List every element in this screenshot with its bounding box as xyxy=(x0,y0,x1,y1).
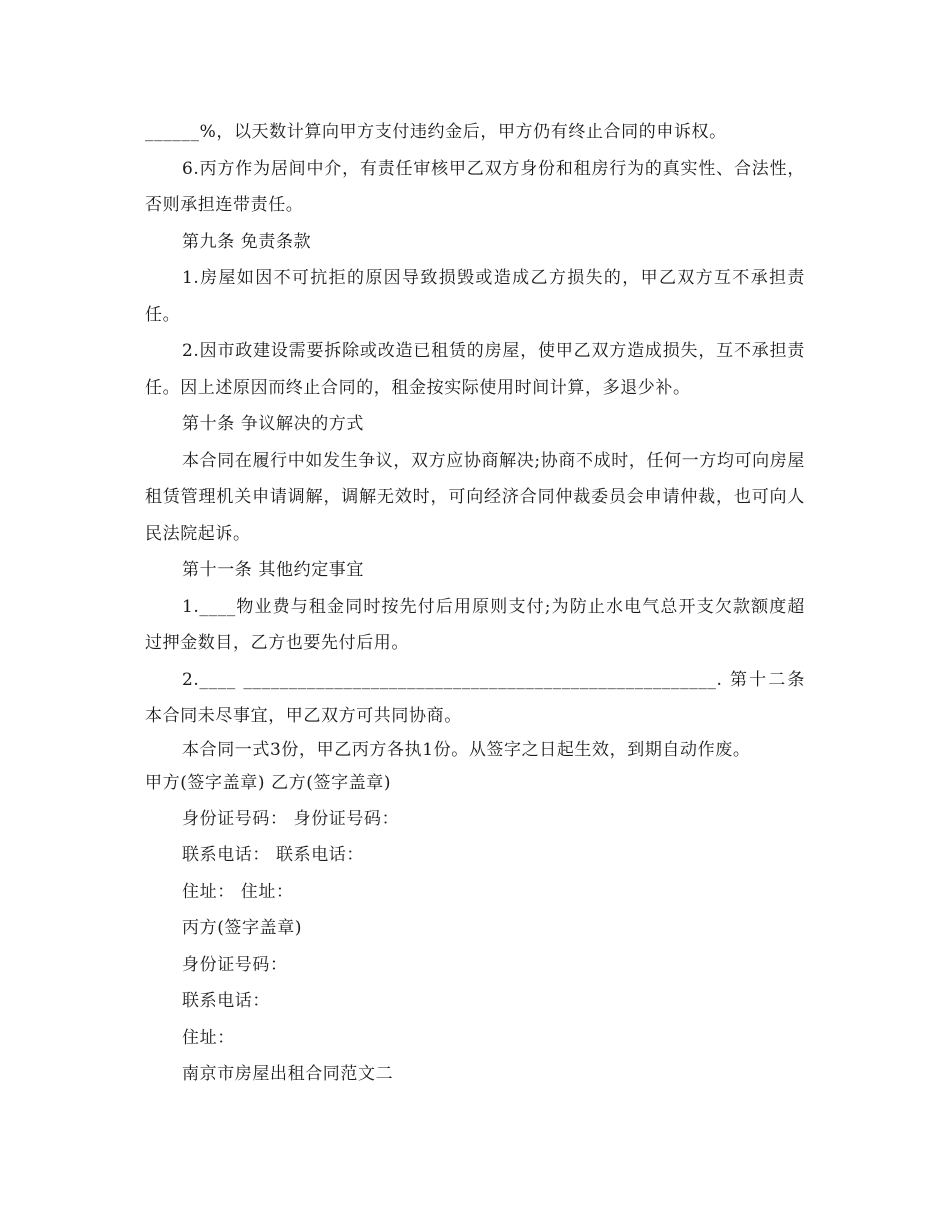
signature-line-phone: 联系电话： 联系电话： xyxy=(182,845,365,865)
paragraph-dispute-resolution: 本合同在履行中如发生争议，双方应协商解决;协商不成时，任何一方均可向房屋租赁管理机关申请调解，调解无效时，可向经济合同仲裁委员会申请仲裁，也可向人民法院起诉。 xyxy=(145,450,805,544)
document-page xyxy=(145,114,805,1093)
paragraph-copies: 本合同一式3份，甲乙丙方各执1份。从签字之日起生效，到期自动作废。 xyxy=(182,739,751,760)
signature-line-id: 身份证号码： 身份证号码： xyxy=(182,808,400,829)
signature-line-party-c-address: 住址： xyxy=(182,1027,235,1048)
paragraph-property-fees: 1.____物业费与租金同时按先付后用原则支付;为防止水电气总开支欠款额度超过押金数目，乙方也要先付后用。 xyxy=(145,596,805,653)
signature-header: 甲方(签字盖章) 乙方(签字盖章) xyxy=(145,772,392,793)
signature-line-party-c: 丙方(签字盖章) xyxy=(182,918,303,938)
next-document-title: 南京市房屋出租合同范文二 xyxy=(182,1064,394,1084)
paragraph-municipal-demolition: 2.因市政建设需要拆除或改造已租赁的房屋，使甲乙双方造成损失，互不承担责任。因上述原因而终止合同的，租金按实际使用时间计算，多退少补。 xyxy=(145,341,805,398)
signature-line-party-c-id: 身份证号码： xyxy=(182,954,288,975)
section-heading-9: 第九条 免责条款 xyxy=(182,231,312,252)
section-heading-10: 第十条 争议解决的方式 xyxy=(182,414,365,434)
section-heading-11: 第十一条 其他约定事宜 xyxy=(182,560,365,580)
signature-line-party-c-phone: 联系电话： xyxy=(182,991,270,1011)
signature-line-address: 住址： 住址： xyxy=(182,881,294,902)
paragraph-penalty: ______%，以天数计算向甲方支付违约金后，甲方仍有终止合同的申诉权。 xyxy=(145,122,727,142)
signature-block xyxy=(145,801,805,1093)
paragraph-force-majeure: 1.房屋如因不可抗拒的原因导致损毁或造成乙方损失的，甲乙双方互不承担责任。 xyxy=(145,268,805,325)
paragraph-other-terms: 2.____ ____________________________________________________. 第十二条 本合同未尽事宜，甲乙双方可共同协商。 xyxy=(145,669,805,726)
paragraph-intermediary-duty: 6.丙方作为居间中介，有责任审核甲乙双方身份和租房行为的真实性、合法性，否则承担连带责任。 xyxy=(145,158,805,215)
